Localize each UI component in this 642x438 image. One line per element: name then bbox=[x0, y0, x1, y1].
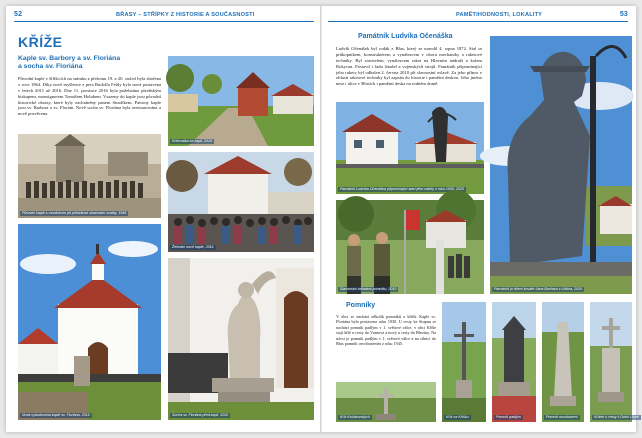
left-running-header bbox=[14, 10, 314, 24]
photo-new-chapel bbox=[18, 224, 161, 420]
caption-scouts: Slavnostní odhalení pomníku, 2010 bbox=[340, 287, 397, 292]
photo-florian-statue bbox=[168, 258, 314, 420]
caption-old-chapel: Původní kaple s množstvím při příležitosti slavnostní svatby, 1946 bbox=[22, 211, 127, 216]
book-gutter bbox=[320, 6, 322, 432]
caption-memorial-3: Pomník padlým bbox=[496, 415, 521, 420]
article-title bbox=[18, 55, 166, 71]
memorials-paragraph: V obci se nachází několik pomníků a křížů. Kaple sv. Floriána byla postavena roku 1930. U cesty ke Stupnu se nachází pomník padlým v 1. světové válce, v obci Kříše stojí kříž u cesty do Vranova a nový u cesty do Březiny. Na návsi je pomník padlým v 1. světové válce a na silnici do Břas pomník osvobozením z roku 1945. bbox=[336, 314, 436, 346]
photo-memorial-4 bbox=[542, 302, 584, 422]
header-rule-right bbox=[328, 21, 628, 22]
caption-memorial-2: Kříž na Kříšku bbox=[446, 415, 469, 420]
photo-memorial-5 bbox=[590, 302, 639, 422]
memorials-title: Pomníky bbox=[346, 302, 376, 309]
article-paragraph: Původní kaple v Kříšicích na snímku z přelomu 19. a 20. století byla zbořena v roce 1964. Díky nové myšlence z pera Rudolfa Feldy byla nová postavena v letech 2011 až 2016. Dne 11. prosince 2016 byla požehnána plzeňským biskupem, monsignorem Tomášem Holubem. Vsazeny do kaple jsou původní historické obrazy, které byly zachráněny panem Smolíkem. Patrony kaple jsou sv. Barbora a sv. Florián. Nově socha sv. Floriána byla zrestaurována a nově posvěcena. bbox=[18, 76, 161, 117]
photo-old-chapel bbox=[18, 134, 161, 218]
caption-monument-house: Památník Ludvíka Očenáška připomínající start jeho rakety z roku 1930, 2020 bbox=[340, 187, 464, 192]
right-page-number: 53 bbox=[619, 11, 628, 18]
article-title-line-1: Kaple sv. Barbory a sv. Floriána bbox=[18, 55, 121, 62]
monument-paragraph: Ludvík Očenášek byl rodák z Břas, který se narodil 4. srpna 1872. Stal se průkopníkem, konstruktérem a vynálezcem v oboru mechaniky a raketové techniky. Byl stavitelem, vynálezcem raket na Hlavním nádraží a kolem Rokycan. Postavil i řadu letadel a vojenských strojů. Památník připomínající jeho rakety byl odhalen 2. června 2010 při slavnostní oslavě. Za jeho přínos v oblasti raketové techniky byl zapsán do historie i pamětní deskou. Jeho jméno nese i ulice v Břasích i pamětní deska na rodném domě. bbox=[336, 46, 482, 87]
photo-memorial-1 bbox=[336, 382, 436, 422]
book-spread bbox=[6, 6, 639, 432]
left-page-number: 52 bbox=[14, 11, 23, 18]
caption-crossroads: Křižovatka ke kapli, 2015 bbox=[172, 139, 212, 144]
caption-memorial-5: Křížek u cesty k Dolní Lhotě bbox=[594, 415, 639, 420]
section-title: KŘÍŽE bbox=[18, 34, 63, 50]
left-running-head-text: BŘASY – STŘÍPKY Z HISTORIE A SOUČASNOSTI bbox=[116, 12, 255, 18]
photo-memorial-3 bbox=[492, 302, 536, 422]
right-running-head-text: PAMĚTIHODNOSTI, LOKALITY bbox=[456, 12, 543, 18]
photo-memorial-2 bbox=[442, 302, 486, 422]
caption-memorial-1: Kříž Kočárovských bbox=[340, 415, 370, 420]
photo-crossroads bbox=[168, 56, 314, 146]
header-rule bbox=[14, 21, 314, 22]
monument-article-title: Památník Ludvíka Očenáška bbox=[358, 33, 453, 40]
caption-florian-statue: Socha sv. Floriána před kaplí, 2020 bbox=[172, 413, 229, 418]
photo-monument-house bbox=[336, 102, 484, 194]
caption-silhouette-monument: Památník je dílem kováře Jana Buchara z Liblína, 2020 bbox=[494, 287, 583, 292]
photo-silhouette-monument bbox=[490, 36, 632, 294]
photo-consecration bbox=[168, 152, 314, 252]
article-title-line-2: a socha sv. Floriána bbox=[18, 62, 83, 70]
right-running-header bbox=[328, 10, 628, 24]
caption-memorial-4: Pomník osvobození bbox=[546, 415, 578, 420]
caption-consecration: Žehnání nové kaple, 2016 bbox=[172, 245, 214, 250]
photo-scouts bbox=[336, 200, 484, 294]
caption-new-chapel: Nová vybudovaná kaple sv. Floriána, 2016 bbox=[22, 413, 90, 418]
